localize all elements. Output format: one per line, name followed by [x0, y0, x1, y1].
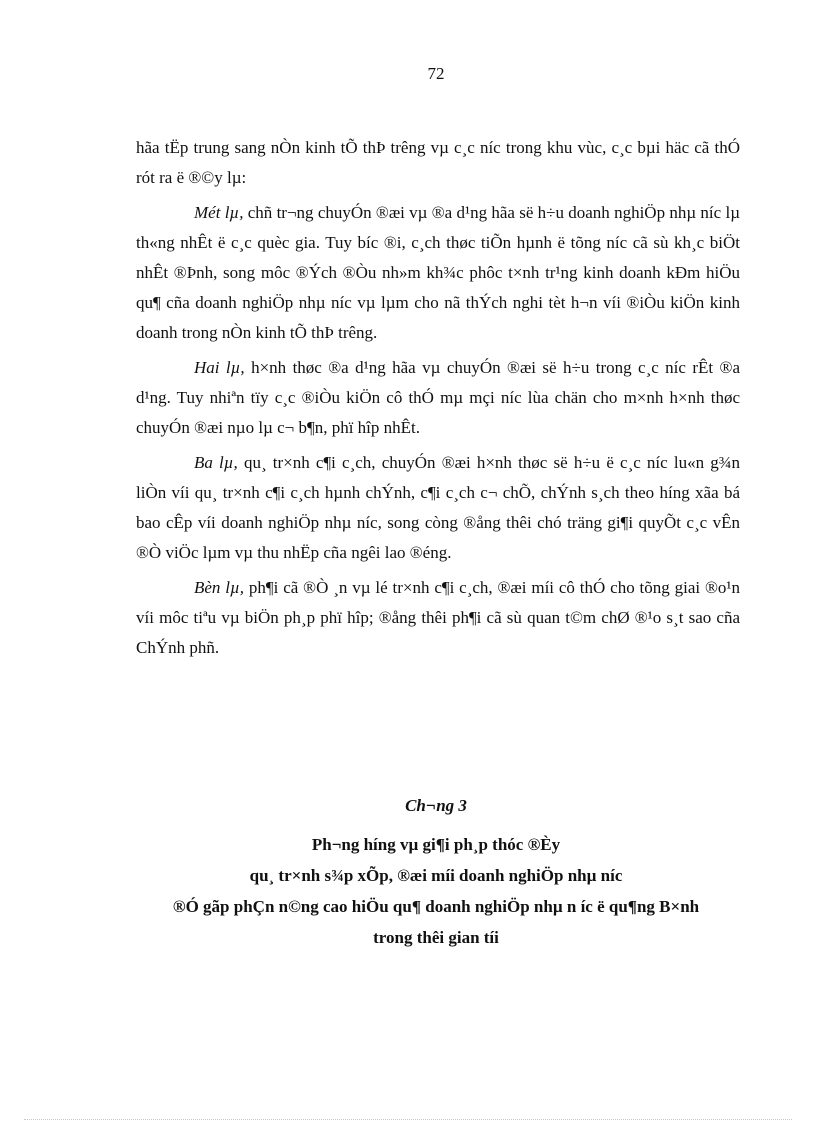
point-1-lead: Mét lµ, [194, 203, 244, 222]
page-number: 72 [427, 64, 445, 83]
point-3-text: qu¸ tr×nh c¶i c¸ch, chuyÓn ®æi h×nh thøc së h÷u ë c¸c níc lu«n g¾n liÒn víi qu¸ tr×nh c¶i c¸ch hµnh chÝnh, c¶i c¸ch c¬ chÕ, chÝnh s¸ch theo híng xãa bá bao cÊp víi doanh nghiÖp nhµ níc, song còng ®ång thêi chó träng gi¶i quyÕt c¸c vÊn ®Ò viÖc lµm vµ thu nhËp cña ngêi lao ®éng. [136, 453, 740, 562]
point-4-text: ph¶i cã ®Ò ¸n vµ lé tr×nh c¶i c¸ch, ®æi míi cô thÓ cho tõng giai ®o¹n víi môc tiªu vµ biÖn ph¸p phï hîp; ®ång thêi ph¶i cã sù quan t©m chØ ®¹o s¸t sao cña ChÝnh phñ. [136, 578, 740, 657]
chapter-label: Ch¬ng 3 [405, 796, 467, 815]
chapter-title-line-2: qu¸ tr×nh s¾p xÕp, ®æi míi doanh nghiÖp nhµ níc [249, 866, 623, 885]
point-1-text: chñ tr¬ng chuyÓn ®æi vµ ®a d¹ng hãa së h÷u doanh nghiÖp nhµ níc lµ th«ng nhÊt ë c¸c quèc gia. Tuy bíc ®i, c¸ch thøc tiÕn hµnh ë tõng níc cã sù kh¸c biÖt nhÊt ®Þnh, song môc ®Ých ®Òu nh»m kh¾c phôc t×nh tr¹ng kinh doanh kÐm hiÖu qu¶ cña doanh nghiÖp nhµ níc vµ lµm cho nã thÝch nghi tèt h¬n víi ®iÒu kiÖn kinh doanh trong nÒn kinh tÕ thÞ trêng. [136, 203, 740, 342]
page-bottom-divider [24, 1119, 792, 1120]
chapter-title-line-3: ®Ó gãp phÇn n©ng cao hiÖu qu¶ doanh nghiÖp nhµ n íc ë qu¶ng B×nh [172, 897, 700, 916]
point-3-lead: Ba lµ, [194, 453, 238, 472]
chapter-heading [80, 790, 792, 953]
paragraph-point-1 [136, 198, 740, 348]
paragraph-point-2 [136, 353, 740, 443]
paragraph-point-4 [136, 573, 740, 663]
body-text [136, 133, 740, 668]
chapter-title-line-1: Ph¬ng híng vµ gi¶i ph¸p thóc ®Èy [311, 835, 561, 854]
point-2-text: h×nh thøc ®a d¹ng hãa vµ chuyÓn ®æi së h÷u trong c¸c níc rÊt ®a d¹ng. Tuy nhiªn tïy c¸c ®iÒu kiÖn cô thÓ mµ mçi níc lùa chän cho m×nh h×nh thøc chuyÓn ®æi nµo lµ c¬ b¶n, phï hîp nhÊt. [136, 358, 740, 437]
chapter-title-line-4: trong thêi gian tíi [373, 928, 499, 947]
point-2-lead: Hai lµ, [194, 358, 245, 377]
point-4-lead: Bèn lµ, [194, 578, 245, 597]
paragraph-point-3 [136, 448, 740, 568]
paragraph-intro: hãa tËp trung sang nÒn kinh tÕ thÞ trêng vµ c¸c níc trong khu vùc, c¸c bµi häc cã thÓ rót ra ë ®©y lµ: [136, 138, 740, 187]
